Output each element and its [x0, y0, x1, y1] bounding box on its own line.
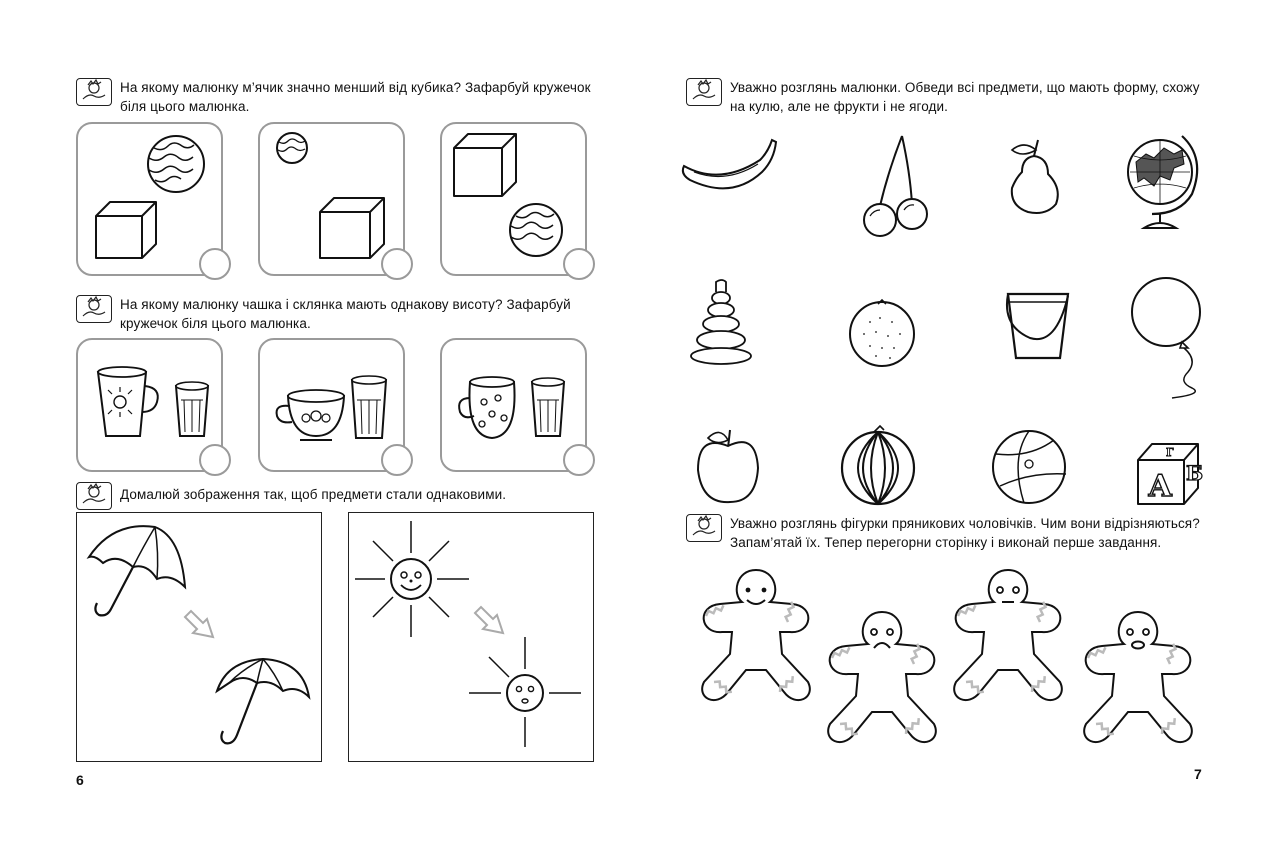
beach-ball-icon[interactable]	[990, 428, 1068, 506]
sun-incomplete-icon	[469, 637, 581, 747]
orange-icon[interactable]	[846, 292, 918, 372]
page-number-right: 7	[1194, 766, 1202, 782]
balloon-icon[interactable]	[1128, 276, 1212, 400]
tall-cup-and-glass-icon	[78, 340, 221, 470]
block-top-letter: Г	[1166, 446, 1174, 459]
task-marker-icon	[76, 78, 112, 106]
task-1-text: На якому малюнку м’ячик значно менший від кубика? Зафарбуй кружечок біля цього малюнка.	[120, 80, 591, 114]
pear-icon[interactable]	[1004, 136, 1070, 216]
answer-circle[interactable]	[563, 444, 595, 476]
answer-circle[interactable]	[199, 444, 231, 476]
small-ball-and-cube-icon	[260, 124, 403, 274]
cup-glass-panel-2	[258, 338, 405, 472]
task-5	[686, 514, 1226, 552]
task-2-text: На якому малюнку чашка і склянка мають однакову висоту? Зафарбуй кружечок біля цього малюнка.	[120, 297, 571, 331]
task-marker-icon	[686, 78, 722, 106]
answer-circle[interactable]	[563, 248, 595, 280]
umbrella-drawing-frame[interactable]	[76, 512, 322, 762]
watermelon-icon[interactable]	[838, 424, 918, 508]
low-cup-and-tall-glass-icon	[260, 340, 403, 470]
task-2	[76, 295, 596, 333]
task-1	[76, 78, 596, 116]
answer-circle[interactable]	[381, 444, 413, 476]
apple-icon[interactable]	[694, 424, 764, 508]
task-4	[686, 78, 1216, 116]
block-front-letter: А	[1148, 469, 1173, 504]
answer-circle[interactable]	[381, 248, 413, 280]
umbrella-sample-icon	[89, 526, 185, 615]
sun-drawing-frame[interactable]	[348, 512, 594, 762]
cup-glass-panel-3	[440, 338, 587, 472]
gingerbread-man-sad-icon[interactable]	[828, 612, 936, 742]
arrow-icon	[185, 611, 213, 637]
task-3-text: Домалюй зображення так, щоб предмети стали однаковими.	[120, 487, 507, 502]
task-4-text: Уважно розглянь малюнки. Обведи всі предмети, що мають форму, схожу на кулю, але не фрукти і не ягоди.	[730, 80, 1200, 114]
ball-cube-panel-1	[76, 122, 223, 276]
bucket-icon[interactable]	[1000, 286, 1076, 362]
gingerbread-men	[680, 554, 1240, 774]
gingerbread-man-smiling-icon[interactable]	[702, 570, 810, 700]
cube-and-ball-icon	[442, 124, 585, 274]
task-marker-icon	[76, 482, 112, 510]
right-page	[640, 0, 1280, 842]
task-marker-icon	[686, 514, 722, 542]
umbrella-incomplete-icon	[217, 659, 309, 743]
ball-and-cube-icon	[78, 124, 221, 274]
ball-cube-panel-2	[258, 122, 405, 276]
task-3	[76, 482, 596, 510]
equal-cup-and-glass-icon	[442, 340, 585, 470]
letter-block-icon[interactable]	[1134, 440, 1210, 506]
cup-glass-panel-1	[76, 338, 223, 472]
ball-cube-panel-3	[440, 122, 587, 276]
pyramid-toy-icon[interactable]	[686, 278, 756, 366]
gingerbread-man-surprised-icon[interactable]	[1084, 612, 1192, 742]
cherries-icon[interactable]	[858, 132, 930, 240]
task-5-text: Уважно розглянь фігурки пряникових чоловічків. Чим вони відрізняються? Запам’ятай їх. Тепер перегорни сторінку і виконай перше завдання.	[730, 516, 1200, 550]
arrow-icon	[475, 607, 503, 633]
sun-sample-icon	[355, 521, 469, 637]
task-marker-icon	[76, 295, 112, 323]
globe-icon[interactable]	[1120, 128, 1206, 232]
banana-icon[interactable]	[680, 130, 776, 200]
page-number-left: 6	[76, 772, 84, 788]
answer-circle[interactable]	[199, 248, 231, 280]
block-side-letter: Б	[1186, 461, 1204, 485]
gingerbread-man-neutral-icon[interactable]	[954, 570, 1062, 700]
